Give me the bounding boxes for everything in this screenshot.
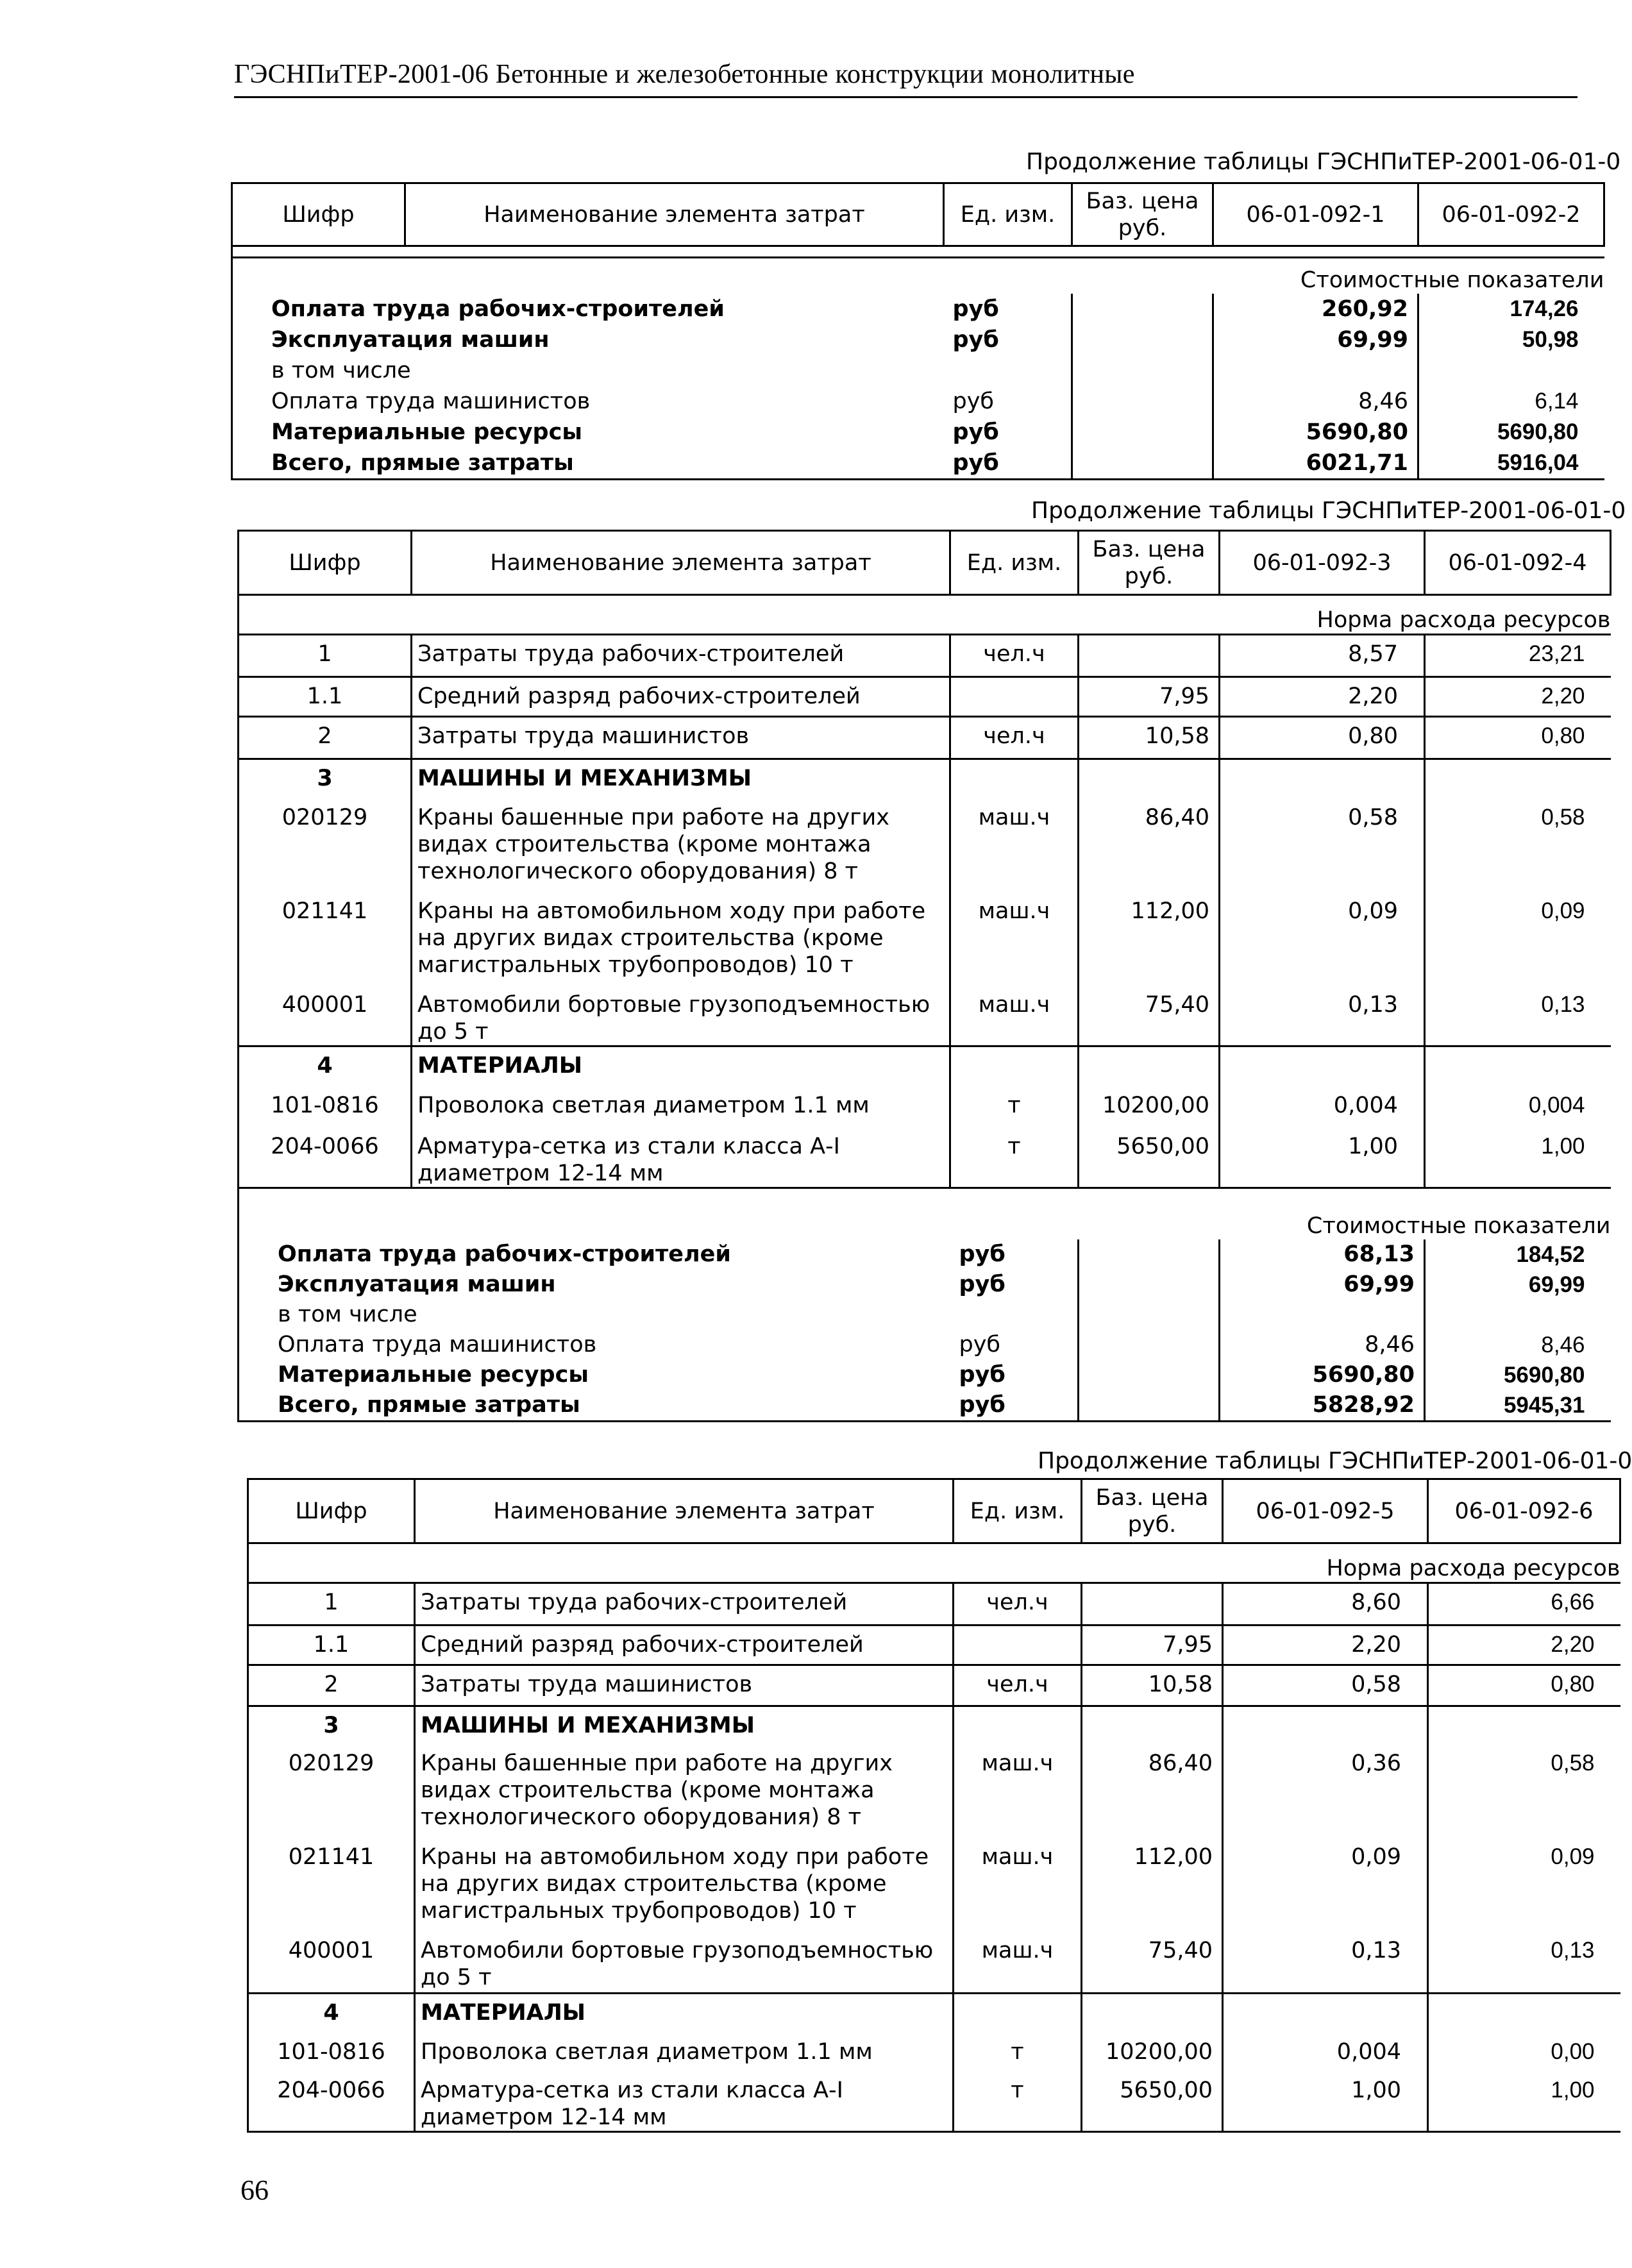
- row-value-b: 2,20: [1425, 677, 1611, 717]
- cost-unit: руб: [944, 448, 1072, 480]
- row-value-a: [1220, 1046, 1425, 1087]
- row-value-b: 0,80: [1425, 717, 1611, 759]
- cost-unit: руб: [959, 1241, 1005, 1267]
- row-value-b: 0,004: [1425, 1087, 1611, 1128]
- row-unit: маш.ч: [954, 1745, 1082, 1838]
- row-unit: маш.ч: [950, 986, 1079, 1046]
- row-code: 1: [239, 635, 412, 677]
- row-code: 4: [239, 1046, 412, 1087]
- row-code: 1.1: [248, 1625, 415, 1665]
- row-unit: [950, 1046, 1079, 1087]
- cost-value-b: 5690,80: [1425, 1360, 1611, 1390]
- row-name: МАШИНЫ И МЕХАНИЗМЫ: [415, 1706, 954, 1745]
- cost-unit: руб: [952, 326, 999, 353]
- cost-name: Оплата труда рабочих-строителей: [232, 294, 944, 324]
- row-name: МАТЕРИАЛЫ: [415, 1994, 954, 2033]
- table-row: [239, 677, 1611, 717]
- cost-row: [232, 417, 1604, 448]
- col-code-header: Шифр: [239, 531, 412, 595]
- col-a-header: 06-01-092-5: [1223, 1479, 1428, 1543]
- col-b-header: 06-01-092-2: [1418, 183, 1604, 246]
- row-code: 400001: [239, 986, 412, 1046]
- row-name: Арматура-сетка из стали класса А-I диаметром 12-14 мм: [412, 1128, 950, 1188]
- cost-value-b: 69,99: [1425, 1270, 1611, 1300]
- cost-value-b: 184,52: [1425, 1239, 1611, 1270]
- table1-title: Продолжение таблицы ГЭСНПиТЕР-2001-06-01-0: [1026, 149, 1621, 175]
- row-value-b: 2,20: [1428, 1625, 1620, 1665]
- row-name: Краны башенные при работе на других видах строительства (кроме монтажа технологического оборудования) 8 т: [415, 1745, 954, 1838]
- row-code: 1.1: [239, 677, 412, 717]
- cost-row: [232, 386, 1604, 417]
- section-norm: Норма расхода ресурсов: [248, 1543, 1620, 1583]
- row-unit: [954, 1994, 1082, 2033]
- col-unit-header: Ед. изм.: [944, 183, 1072, 246]
- row-value-b: 0,80: [1428, 1665, 1620, 1706]
- section-cost: Стоимостные показатели: [232, 258, 1604, 294]
- table-row: [239, 635, 1611, 677]
- row-value-a: 0,80: [1220, 717, 1425, 759]
- row-unit: маш.ч: [950, 893, 1079, 986]
- row-value-a: 0,58: [1220, 799, 1425, 893]
- cost-row: [239, 1270, 1611, 1300]
- row-code: 4: [248, 1994, 415, 2033]
- row-price: 7,95: [1079, 677, 1220, 717]
- cost-unit: [950, 1300, 1079, 1330]
- table-row: [248, 1994, 1620, 2033]
- cost-name: Всего, прямые затраты: [232, 448, 944, 480]
- row-value-b: 23,21: [1425, 635, 1611, 677]
- row-name: Краны башенные при работе на других видах строительства (кроме монтажа технологического оборудования) 8 т: [412, 799, 950, 893]
- page-number: 66: [240, 2174, 269, 2206]
- table2-cost-rows: [239, 1239, 1611, 1422]
- table2-title: Продолжение таблицы ГЭСНПиТЕР-2001-06-01-0: [1031, 498, 1626, 524]
- row-price: 112,00: [1082, 1838, 1223, 1932]
- row-price: 10200,00: [1079, 1087, 1220, 1128]
- cost-value-b: 50,98: [1418, 324, 1604, 355]
- row-name: Проволока светлая диаметром 1.1 мм: [412, 1087, 950, 1128]
- col-name-header: Наименование элемента затрат: [415, 1479, 954, 1543]
- cost-name: в том числе: [239, 1300, 950, 1330]
- row-value-a: 0,09: [1220, 893, 1425, 986]
- cost-value-b: [1425, 1300, 1611, 1330]
- row-name: Краны на автомобильном ходу при работе на других видах строительства (кроме магистральных трубопроводов) 10 т: [415, 1838, 954, 1932]
- cost-row: [239, 1330, 1611, 1360]
- row-unit: т: [954, 2033, 1082, 2072]
- cost-value-b: 8,46: [1425, 1330, 1611, 1360]
- row-price: 7,95: [1082, 1625, 1223, 1665]
- cost-unit: руб: [959, 1271, 1005, 1297]
- row-name: Средний разряд рабочих-строителей: [412, 677, 950, 717]
- row-unit: т: [950, 1087, 1079, 1128]
- row-price: 10,58: [1079, 717, 1220, 759]
- row-unit: чел.ч: [950, 717, 1079, 759]
- table-row: [248, 1838, 1620, 1932]
- row-value-b: 0,13: [1428, 1932, 1620, 1994]
- cost-value-a: 5828,92: [1220, 1390, 1425, 1422]
- row-value-a: 0,13: [1220, 986, 1425, 1046]
- row-value-a: 1,00: [1223, 2072, 1428, 2132]
- page-header: ГЭСНПиТЕР-2001-06 Бетонные и железобетонные конструкции монолитные: [234, 60, 1135, 89]
- row-value-b: [1425, 1046, 1611, 1087]
- table-row: [248, 1745, 1620, 1838]
- row-code: 020129: [239, 799, 412, 893]
- row-value-a: [1220, 759, 1425, 799]
- col-b-header: 06-01-092-4: [1425, 531, 1611, 595]
- col-unit-header: Ед. изм.: [954, 1479, 1082, 1543]
- cost-value-b: 174,26: [1418, 294, 1604, 324]
- row-code: 2: [248, 1665, 415, 1706]
- row-code: 204-0066: [239, 1128, 412, 1188]
- cost-name: Эксплуатация машин: [232, 324, 944, 355]
- row-price: 10200,00: [1082, 2033, 1223, 2072]
- row-name: Средний разряд рабочих-строителей: [415, 1625, 954, 1665]
- cost-value-a: 6021,71: [1213, 448, 1418, 480]
- row-value-a: 2,20: [1220, 677, 1425, 717]
- row-value-b: [1428, 1706, 1620, 1745]
- row-price: 86,40: [1079, 799, 1220, 893]
- row-code: 3: [248, 1706, 415, 1745]
- row-price: 112,00: [1079, 893, 1220, 986]
- cost-row: [239, 1360, 1611, 1390]
- col-a-header: 06-01-092-1: [1213, 183, 1418, 246]
- cost-row: [239, 1390, 1611, 1422]
- row-unit: чел.ч: [950, 635, 1079, 677]
- cost-name: Оплата труда машинистов: [239, 1330, 950, 1360]
- table-row: [248, 1932, 1620, 1994]
- table3: [247, 1478, 1621, 2133]
- row-name: Затраты труда рабочих-строителей: [415, 1583, 954, 1625]
- row-name: Проволока светлая диаметром 1.1 мм: [415, 2033, 954, 2072]
- cost-value-b: 6,14: [1418, 386, 1604, 417]
- cost-price: [1072, 417, 1213, 448]
- table-row: [239, 717, 1611, 759]
- row-value-a: 1,00: [1220, 1128, 1425, 1188]
- col-code-header: Шифр: [248, 1479, 415, 1543]
- cost-value-b: 5945,31: [1425, 1390, 1611, 1422]
- cost-row: [239, 1300, 1611, 1330]
- table2-rows: [239, 635, 1611, 1188]
- cost-row: [232, 355, 1604, 386]
- table2: [237, 530, 1611, 1422]
- cost-name: Эксплуатация машин: [239, 1270, 950, 1300]
- row-code: 3: [239, 759, 412, 799]
- cost-unit: руб: [952, 419, 999, 445]
- row-name: Затраты труда машинистов: [415, 1665, 954, 1706]
- table1-cost-rows: [232, 294, 1604, 480]
- cost-value-a: [1220, 1300, 1425, 1330]
- col-b-header: 06-01-092-6: [1428, 1479, 1620, 1543]
- row-code: 101-0816: [239, 1087, 412, 1128]
- cost-value-a: 69,99: [1213, 324, 1418, 355]
- section-cost: Стоимостные показатели: [239, 1188, 1611, 1239]
- cost-price: [1072, 324, 1213, 355]
- table-row: [239, 893, 1611, 986]
- cost-value-b: [1418, 355, 1604, 386]
- cost-row: [232, 448, 1604, 480]
- cost-price: [1079, 1270, 1220, 1300]
- cost-value-a: 260,92: [1213, 294, 1418, 324]
- cost-row: [232, 324, 1604, 355]
- cost-name: Материальные ресурсы: [232, 417, 944, 448]
- col-code-header: Шифр: [232, 183, 405, 246]
- header-rule: [234, 96, 1577, 98]
- cost-price: [1079, 1300, 1220, 1330]
- row-value-a: 2,20: [1223, 1625, 1428, 1665]
- row-name: Затраты труда рабочих-строителей: [412, 635, 950, 677]
- col-price-header: Баз. цена руб.: [1072, 183, 1213, 246]
- row-code: 1: [248, 1583, 415, 1625]
- row-unit: маш.ч: [954, 1838, 1082, 1932]
- col-name-header: Наименование элемента затрат: [412, 531, 950, 595]
- section-norm: Норма расхода ресурсов: [239, 595, 1611, 635]
- cost-value-a: [1213, 355, 1418, 386]
- row-code: 204-0066: [248, 2072, 415, 2132]
- row-name: Автомобили бортовые грузоподъемностью до 5 т: [412, 986, 950, 1046]
- row-value-a: 8,60: [1223, 1583, 1428, 1625]
- cost-price: [1079, 1390, 1220, 1422]
- cost-unit: руб: [959, 1361, 1005, 1388]
- table-row: [239, 759, 1611, 799]
- row-price: 5650,00: [1079, 1128, 1220, 1188]
- row-value-b: 0,09: [1428, 1838, 1620, 1932]
- col-price-header: Баз. цена руб.: [1082, 1479, 1223, 1543]
- row-value-b: [1428, 1994, 1620, 2033]
- row-unit: чел.ч: [954, 1583, 1082, 1625]
- cost-value-a: 69,99: [1220, 1270, 1425, 1300]
- cost-price: [1079, 1239, 1220, 1270]
- row-value-b: 6,66: [1428, 1583, 1620, 1625]
- table-row: [248, 2033, 1620, 2072]
- table2-wrap: [237, 530, 1611, 1438]
- cost-unit: руб: [959, 1331, 1001, 1357]
- row-code: 021141: [248, 1838, 415, 1932]
- row-price: 75,40: [1079, 986, 1220, 1046]
- row-name: МАТЕРИАЛЫ: [412, 1046, 950, 1087]
- table3-title: Продолжение таблицы ГЭСНПиТЕР-2001-06-01-0: [1038, 1448, 1632, 1474]
- cost-price: [1072, 294, 1213, 324]
- cost-value-a: 8,46: [1220, 1330, 1425, 1360]
- table-row: [239, 1046, 1611, 1087]
- cost-name: Оплата труда машинистов: [232, 386, 944, 417]
- row-price: 5650,00: [1082, 2072, 1223, 2132]
- row-value-a: 0,58: [1223, 1665, 1428, 1706]
- row-code: 020129: [248, 1745, 415, 1838]
- row-code: 2: [239, 717, 412, 759]
- row-value-a: [1223, 1706, 1428, 1745]
- row-unit: маш.ч: [950, 799, 1079, 893]
- row-code: 400001: [248, 1932, 415, 1994]
- row-unit: маш.ч: [954, 1932, 1082, 1994]
- cost-name: в том числе: [232, 355, 944, 386]
- table1-wrap: [231, 182, 1604, 483]
- row-price: [1079, 635, 1220, 677]
- row-value-a: 0,13: [1223, 1932, 1428, 1994]
- col-a-header: 06-01-092-3: [1220, 531, 1425, 595]
- row-price: 10,58: [1082, 1665, 1223, 1706]
- row-value-b: 0,58: [1428, 1745, 1620, 1838]
- row-price: [1082, 1706, 1223, 1745]
- table1: [231, 182, 1605, 480]
- table-row: [248, 1665, 1620, 1706]
- row-unit: [950, 677, 1079, 717]
- table-row: [239, 1128, 1611, 1188]
- row-value-b: 0,09: [1425, 893, 1611, 986]
- row-value-b: 0,00: [1428, 2033, 1620, 2072]
- cost-value-a: 5690,80: [1220, 1360, 1425, 1390]
- row-price: [1079, 1046, 1220, 1087]
- cost-price: [1079, 1360, 1220, 1390]
- cost-name: Материальные ресурсы: [239, 1360, 950, 1390]
- col-unit-header: Ед. изм.: [950, 531, 1079, 595]
- table3-wrap: [247, 1478, 1620, 2148]
- row-value-b: 0,13: [1425, 986, 1611, 1046]
- cost-price: [1072, 355, 1213, 386]
- row-value-b: 0,58: [1425, 799, 1611, 893]
- cost-price: [1072, 386, 1213, 417]
- row-value-b: [1425, 759, 1611, 799]
- row-unit: [954, 1706, 1082, 1745]
- cost-name: Всего, прямые затраты: [239, 1390, 950, 1422]
- table-row: [248, 2072, 1620, 2132]
- row-name: Краны на автомобильном ходу при работе на других видах строительства (кроме магистральных трубопроводов) 10 т: [412, 893, 950, 986]
- row-code: 021141: [239, 893, 412, 986]
- cost-price: [1072, 448, 1213, 480]
- cost-unit: [944, 355, 1072, 386]
- row-value-a: 0,36: [1223, 1745, 1428, 1838]
- row-name: Затраты труда машинистов: [412, 717, 950, 759]
- row-unit: т: [954, 2072, 1082, 2132]
- row-price: 86,40: [1082, 1745, 1223, 1838]
- table-row: [248, 1583, 1620, 1625]
- cost-price: [1079, 1330, 1220, 1360]
- cost-row: [232, 294, 1604, 324]
- row-unit: чел.ч: [954, 1665, 1082, 1706]
- table-row: [239, 986, 1611, 1046]
- row-value-a: 0,004: [1220, 1087, 1425, 1128]
- table3-rows: [248, 1583, 1620, 2132]
- row-name: Автомобили бортовые грузоподъемностью до 5 т: [415, 1932, 954, 1994]
- row-code: 101-0816: [248, 2033, 415, 2072]
- row-name: МАШИНЫ И МЕХАНИЗМЫ: [412, 759, 950, 799]
- cost-value-b: 5690,80: [1418, 417, 1604, 448]
- col-price-header: Баз. цена руб.: [1079, 531, 1220, 595]
- cost-value-a: 8,46: [1213, 386, 1418, 417]
- row-name: Арматура-сетка из стали класса А-I диаметром 12-14 мм: [415, 2072, 954, 2132]
- row-price: [1082, 1583, 1223, 1625]
- row-value-a: 0,004: [1223, 2033, 1428, 2072]
- cost-unit: руб: [952, 296, 999, 322]
- col-name-header: Наименование элемента затрат: [405, 183, 944, 246]
- cost-unit: руб: [952, 388, 995, 414]
- cost-row: [239, 1239, 1611, 1270]
- row-unit: [954, 1625, 1082, 1665]
- cost-unit: руб: [950, 1390, 1079, 1422]
- row-price: [1082, 1994, 1223, 2033]
- cost-name: Оплата труда рабочих-строителей: [239, 1239, 950, 1270]
- row-value-b: 1,00: [1425, 1128, 1611, 1188]
- table-row: [248, 1706, 1620, 1745]
- row-value-a: [1223, 1994, 1428, 2033]
- table-row: [239, 799, 1611, 893]
- row-value-b: 1,00: [1428, 2072, 1620, 2132]
- row-unit: [950, 759, 1079, 799]
- row-value-a: 8,57: [1220, 635, 1425, 677]
- cost-value-a: 5690,80: [1213, 417, 1418, 448]
- row-value-a: 0,09: [1223, 1838, 1428, 1932]
- cost-value-b: 5916,04: [1418, 448, 1604, 480]
- table-row: [248, 1625, 1620, 1665]
- table-row: [239, 1087, 1611, 1128]
- row-unit: т: [950, 1128, 1079, 1188]
- cost-value-a: 68,13: [1220, 1239, 1425, 1270]
- row-price: [1079, 759, 1220, 799]
- row-price: 75,40: [1082, 1932, 1223, 1994]
